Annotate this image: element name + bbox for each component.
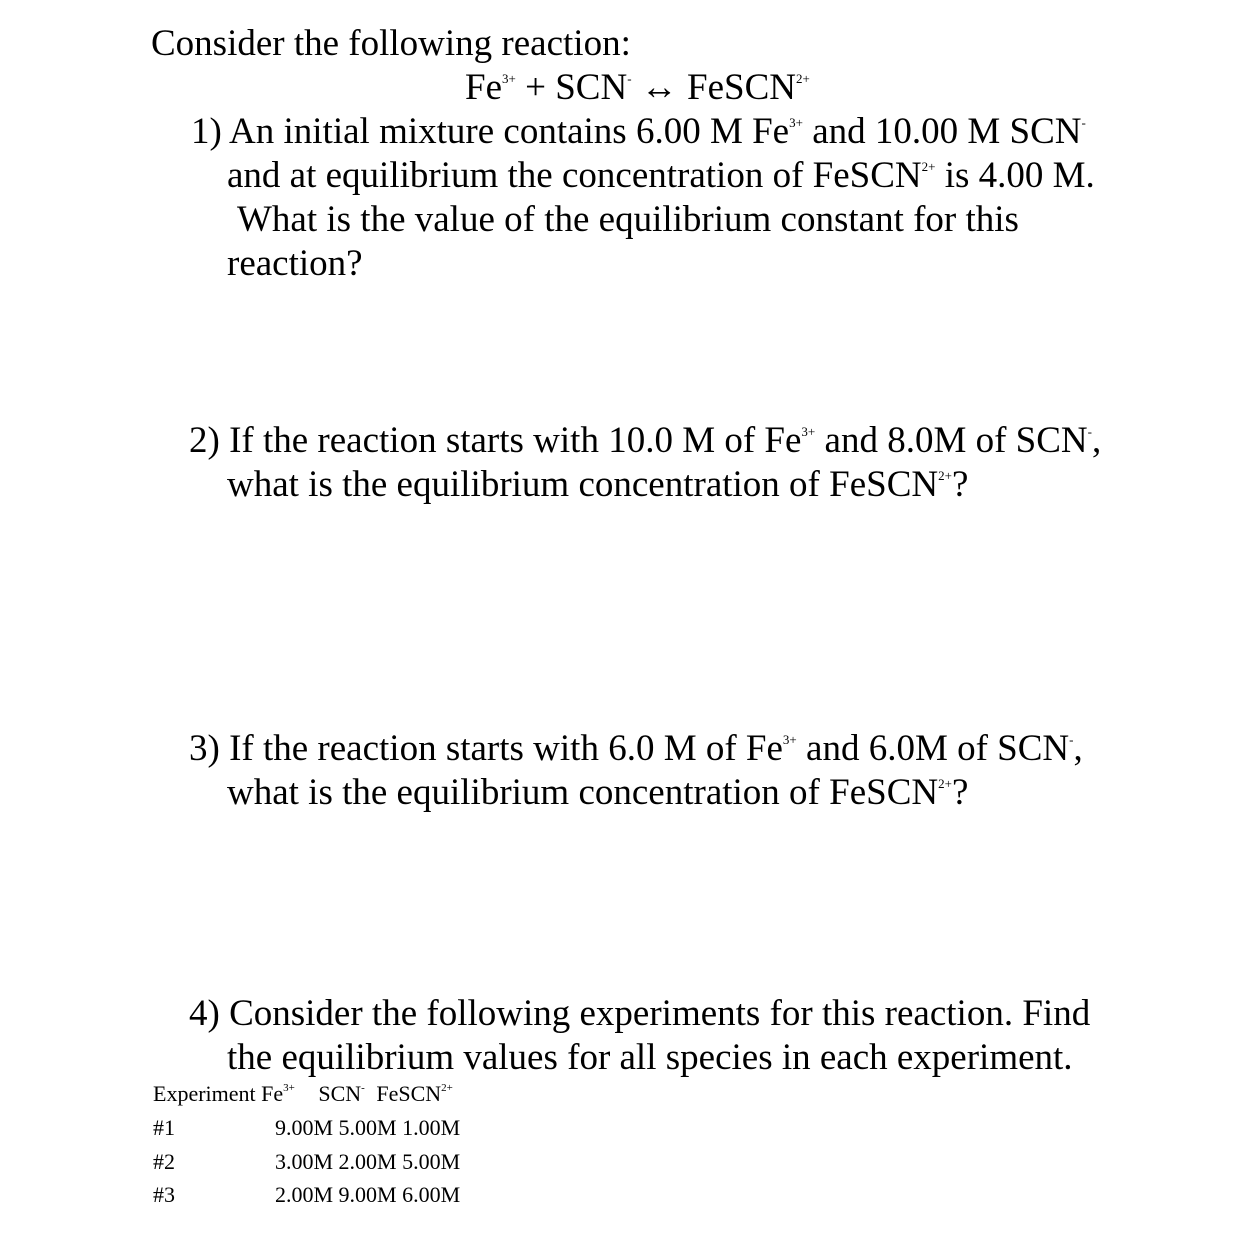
row-id: #2 xyxy=(153,1149,175,1174)
header-experiment: Experiment xyxy=(153,1081,256,1106)
question-1-line-2: and at equilibrium the concentration of FeSCN$^{2+}$ is 4.00 M. xyxy=(227,155,1095,196)
question-2-line-1: 2) If the reaction starts with 10.0 M of $Fe^{3+}$ and 8.0M of SCN-, xyxy=(189,420,1102,461)
question-1 xyxy=(191,110,1095,286)
question-3-line-2: what is the equilibrium concentration of FeSCN$^{2+}$? xyxy=(227,772,969,813)
row-values: 9.00M 5.00M 1.00M xyxy=(275,1115,461,1140)
question-2-line-2: what is the equilibrium concentration of FeSCN$^{2+}$? xyxy=(227,464,969,505)
page-heading: Consider the following reaction: xyxy=(151,23,631,64)
question-2 xyxy=(189,419,1101,507)
question-4-line-1: 4) Consider the following experiments for this reaction. Find xyxy=(189,993,1091,1034)
question-3-line-1: 3) If the reaction starts with 6.0 M of $Fe^{3+}$ and 6.0M of SCN-, xyxy=(189,728,1083,769)
row-values: 2.00M 9.00M 6.00M xyxy=(275,1182,461,1207)
header-scn: SCN- xyxy=(318,1081,365,1106)
table-header xyxy=(153,1081,453,1107)
header-fe: $Fe^{3+}$ xyxy=(261,1081,295,1106)
row-id: #1 xyxy=(153,1115,175,1140)
question-1-line-4: reaction? xyxy=(227,243,363,284)
table-row xyxy=(153,1182,175,1208)
table-row xyxy=(153,1149,175,1175)
row-id: #3 xyxy=(153,1182,175,1207)
reaction-equation: $Fe^{3+} + SCN^-$ ↔ FeSCN$^{2+}$ xyxy=(465,67,810,108)
question-3 xyxy=(189,727,1083,815)
question-1-line-3: What is the value of the equilibrium constant for this xyxy=(237,199,1019,240)
header-fescn: FeSCN$^{2+}$ xyxy=(376,1081,453,1106)
table-row xyxy=(153,1115,175,1141)
question-1-line-1: 1) An initial mixture contains 6.00 M $Fe^{3+}$ and 10.00 M SCN- xyxy=(191,111,1086,152)
question-4-line-2: the equilibrium values for all species in each experiment. xyxy=(227,1037,1073,1078)
row-values: 3.00M 2.00M 5.00M xyxy=(275,1149,461,1174)
question-4 xyxy=(189,992,1090,1080)
